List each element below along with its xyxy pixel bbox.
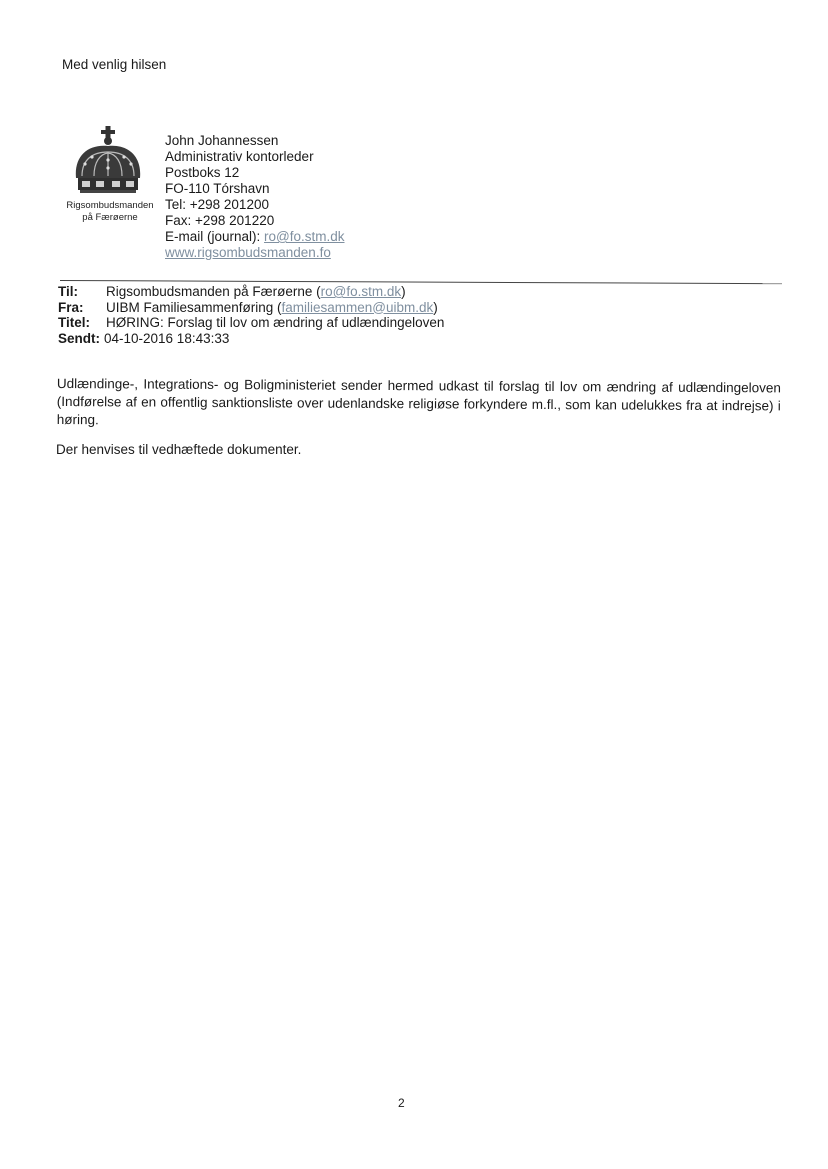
organization-location: på Færøerne [82,212,138,223]
header-to-name: Rigsombudsmanden på Færøerne ( [106,284,321,299]
signature-address-line1: Postboks 12 [165,165,240,180]
signature-email-label: E-mail (journal): [165,229,265,244]
page-number: 2 [398,1096,405,1110]
header-to-row [58,284,444,300]
header-sent-row [58,331,444,347]
header-from-label: Fra: [58,299,84,315]
header-from-email-link[interactable]: familiesammen@uibm.dk [281,299,434,315]
organization-logo-label [54,200,166,224]
header-to-label: Til: [58,284,78,299]
signature-phone: Tel: +298 201200 [165,197,269,212]
body-paragraph-1: Udlændinge-, Integrations- og Boligministeriet sender hermed udkast til forslag til lov om ændring af udlændingeloven (Indførelse af en offentlig sanktionsliste over udenlandske religiøse forkyndere m.fl., som kan udelukkes fra at indrejse) i høring. [56,375,781,428]
header-title-value: HØRING: Forslag til lov om ændring af udlændingeloven [106,315,445,330]
header-from-row [58,300,444,316]
header-sent-label: Sendt: [58,330,100,346]
signature-website-link[interactable]: www.rigsombudsmanden.fo [165,245,331,260]
royal-crown-crest-icon [68,126,148,196]
organization-name: Rigsombudsmanden [66,200,154,211]
header-from-name: UIBM Familiesammenføring ( [106,299,282,315]
header-from-close: ) [433,299,438,315]
signature-website-row [165,245,345,261]
signature-name: John Johannessen [165,133,279,148]
signature-block [165,133,345,261]
signature-email-row [165,229,345,245]
header-title-row [58,315,444,331]
signature-role: Administrativ kontorleder [165,149,314,164]
header-sent-value: 04-10-2016 18:43:33 [104,330,230,346]
header-to-email-link[interactable]: ro@fo.stm.dk [320,284,402,299]
header-to-close: ) [401,284,406,299]
signature-fax: Fax: +298 201220 [165,213,275,228]
signature-email-link[interactable]: ro@fo.stm.dk [264,229,345,244]
closing-greeting: Med venlig hilsen [62,57,167,72]
body-paragraph-2: Der henvises til vedhæftede dokumenter. [56,442,302,457]
header-title-label: Titel: [58,315,91,330]
email-header [58,284,444,346]
signature-address-line2: FO-110 Tórshavn [165,181,270,196]
